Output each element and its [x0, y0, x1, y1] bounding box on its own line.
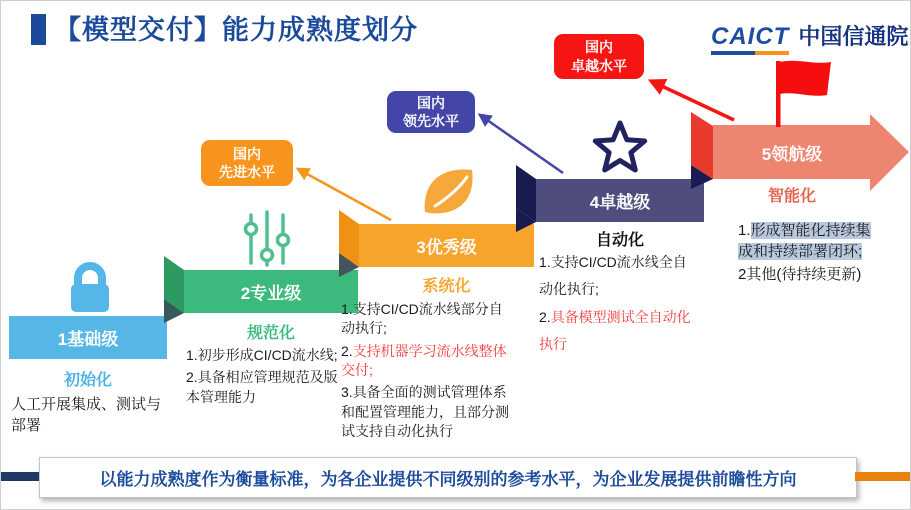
desc-item	[738, 265, 878, 286]
badge-line: 国内	[233, 145, 261, 162]
desc-item	[186, 368, 346, 407]
desc-item-text: 具备全面的测试管理体系和配置管理能力，且部分测试支持自动化执行	[341, 384, 509, 439]
level-1-subtitle: 初始化	[63, 372, 112, 389]
desc-item	[539, 249, 697, 304]
desc-item-text: 支持CI/CD流水线部分自动执行;	[341, 301, 503, 337]
desc-item	[341, 383, 509, 441]
desc-item-text: 2其他(待持续更新)	[738, 266, 862, 284]
badge-domestic-advanced	[201, 140, 293, 186]
badge-line: 卓越水平	[571, 57, 627, 74]
desc-item-num: 2.	[186, 369, 198, 386]
level-2-desc	[186, 346, 346, 410]
level-2-label: 2专业级	[240, 284, 302, 303]
level-1-label: 1基础级	[57, 330, 119, 349]
level-4-subtitle: 自动化	[595, 232, 644, 249]
level-5-desc	[738, 221, 878, 289]
badge-line: 国内	[417, 94, 445, 111]
logo-caict-text: CAICT	[711, 23, 790, 50]
level-2-subtitle: 规范化	[246, 325, 295, 342]
footer-text: 以能力成熟度作为衡量标准，为各企业提供不同级别的参考水平，为企业发展提供前瞻性方向	[99, 470, 797, 489]
desc-item-num: 1.	[738, 222, 751, 239]
desc-item-text-highlighted: 形成智能化持续集成和持续部署闭环;	[738, 222, 871, 260]
level-3-desc	[341, 300, 509, 444]
desc-item-text: 初步形成CI/CD流水线;	[197, 347, 338, 363]
badge-domestic-leading	[387, 91, 475, 133]
desc-item-text: 支持机器学习流水线整体交付;	[341, 342, 507, 378]
desc-item-text: 支持CI/CD流水线全自动化执行;	[539, 254, 687, 298]
desc-item-num: 2.	[539, 308, 551, 325]
desc-item-text: 具备模型测试全自动化执行	[539, 308, 691, 352]
level-5-subtitle: 智能化	[767, 188, 816, 205]
desc-item	[11, 395, 163, 436]
desc-item-num: 1.	[186, 347, 198, 363]
level-3-subtitle: 系统化	[422, 278, 471, 295]
desc-item	[738, 221, 878, 262]
desc-item	[341, 300, 509, 339]
desc-item-num: 3.	[341, 384, 353, 401]
footer-banner	[39, 457, 857, 498]
logo-cn-text: 中国信通院	[798, 24, 909, 49]
level-4-desc	[539, 249, 697, 358]
desc-item	[186, 346, 346, 365]
desc-item-text: 人工开展集成、测试与部署	[11, 396, 162, 434]
level-4-label: 4卓越级	[589, 193, 651, 212]
desc-item-num: 2.	[341, 342, 353, 359]
desc-item-num: 1.	[341, 301, 353, 317]
text-layer	[1, 1, 910, 509]
footer-dash-right	[855, 472, 910, 481]
desc-item	[341, 342, 509, 381]
level-3-label: 3优秀级	[416, 238, 477, 257]
badge-line: 先进水平	[219, 164, 275, 180]
badge-line: 领先水平	[403, 113, 459, 129]
badge-line: 国内	[585, 39, 613, 56]
footer-dash-left	[1, 472, 39, 481]
badge-domestic-excellent	[554, 34, 644, 79]
level-5-label: 5领航级	[761, 144, 823, 164]
desc-item-text: 具备相应管理规范及版本管理能力	[186, 369, 338, 405]
desc-item	[539, 304, 697, 359]
desc-item-num: 1.	[539, 254, 551, 270]
page-title: 【模型交付】能力成熟度划分	[54, 15, 418, 45]
level-1-desc	[11, 395, 163, 439]
